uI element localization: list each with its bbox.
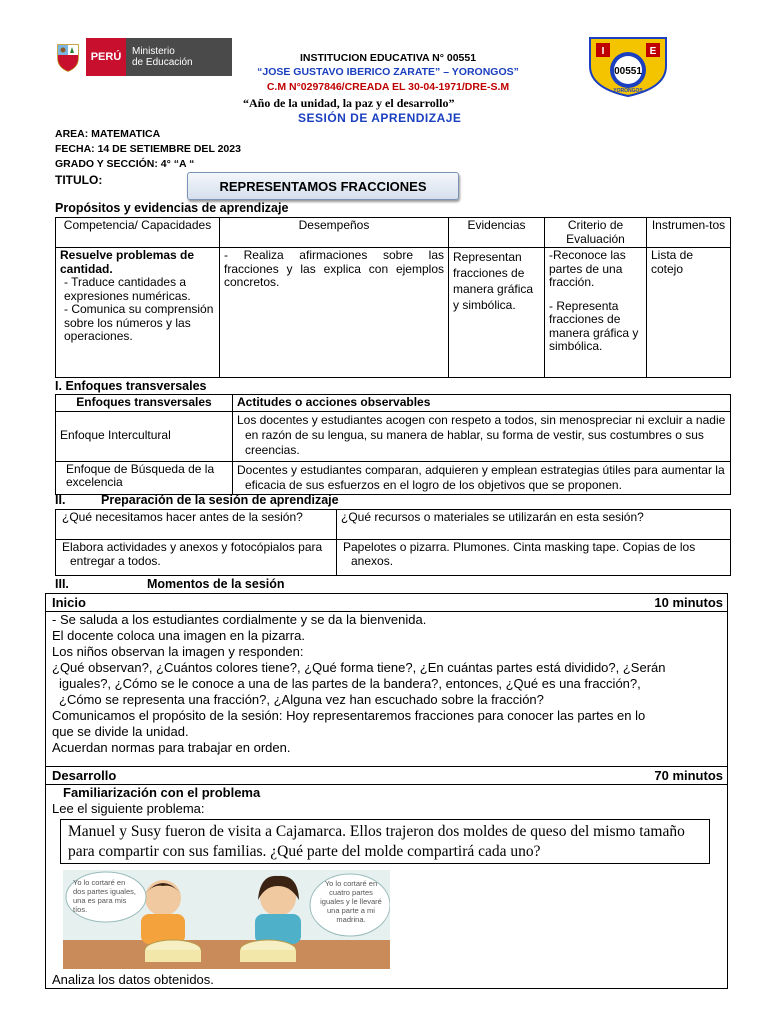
- inicio-row: [46, 594, 727, 612]
- enfoque-name: Enfoque Intercultural: [56, 411, 233, 461]
- preparacion-q1: ¿Qué necesitamos hacer antes de la sesión?: [56, 510, 337, 540]
- school-name: “JOSE GUSTAVO IBERICO ZARATE” – YORONGOS”: [257, 66, 519, 78]
- desarrollo-label: Desarrollo: [52, 768, 117, 783]
- enfoques-table: [55, 394, 731, 495]
- preparacion-a1: Elabora actividades y anexos y fotocópialos para entregar a todos.: [56, 540, 337, 576]
- propositos-heading: Propósitos y evidencias de aprendizaje: [55, 201, 289, 215]
- inicio-line: que se divide la unidad.: [52, 724, 189, 739]
- cell-instrumento: Lista de cotejo: [647, 248, 731, 378]
- inicio-line: ¿Cómo se representa una fracción?, ¿Alguna vez han escuchado sobre la fracción?: [59, 692, 544, 707]
- momentos-title: Momentos de la sesión: [147, 577, 285, 591]
- criterio-1: -Reconoce las partes de una fracción.: [549, 248, 626, 289]
- enfoques-number: I.: [55, 379, 62, 393]
- desarrollo-duration: 70 minutos: [654, 768, 723, 783]
- capacidad-1: - Traduce cantidades a expresiones numéricas.: [64, 275, 191, 303]
- enfoque-actitud: Los docentes y estudiantes acogen con respeto a todos, sin menospreciar ni excluir a nadie en razón de su lengua, su manera de hablar, su forma de vestir, sus costumbres o sus creencias.: [233, 411, 731, 461]
- crest-number: 00551: [614, 66, 642, 77]
- competencia-title: Resuelve problemas de cantidad.: [60, 248, 195, 276]
- inicio-line: Acuerdan normas para trabajar en orden.: [52, 740, 291, 755]
- logo-country: PERÚ: [86, 38, 126, 76]
- inicio-label: Inicio: [52, 595, 86, 610]
- inicio-content: [52, 612, 722, 756]
- enfoques-title: Enfoques transversales: [65, 379, 207, 393]
- inicio-line: iguales?, ¿Cómo se le conoce a una de las partes de la bandera?, entonces, ¿Qué es una fracción?,: [59, 676, 641, 691]
- inicio-line: Comunicamos el propósito de la sesión: Hoy representaremos fracciones para conocer las partes en lo: [52, 708, 646, 723]
- logo-ministry-line1: Ministerio: [132, 46, 175, 57]
- preparacion-title: Preparación de la sesión de aprendizaje: [101, 493, 339, 507]
- cell-evidencia: Representan fracciones de manera gráfica y simbólica.: [449, 248, 545, 378]
- institution-name: INSTITUCION EDUCATIVA N° 00551: [299, 52, 477, 64]
- momentos-heading: [55, 577, 285, 591]
- desarrollo-intro: Lee el siguiente problema:: [52, 801, 205, 816]
- col-criterio: Criterio de Evaluación: [545, 218, 647, 248]
- preparacion-a2: Papelotes o pizarra. Plumones. Cinta masking tape. Copias de los anexos.: [337, 540, 731, 576]
- propositos-table: [55, 217, 731, 378]
- enfoque-actitud: Docentes y estudiantes comparan, adquieren y emplean estrategias útiles para aumentar la eficacia de sus esfuerzos en el logro de los objetivos que se proponen.: [233, 461, 731, 494]
- session-title: SESIÓN DE APRENDIZAJE: [298, 111, 462, 125]
- preparacion-q2: ¿Qué recursos o materiales se utilizarán en esta sesión?: [337, 510, 731, 540]
- speech-bubble-left: Yo lo cortaré en dos partes iguales, una es para mis tíos.: [73, 878, 136, 914]
- inicio-line: El docente coloca una imagen en la pizarra.: [52, 628, 305, 643]
- logo-ministry-line2: de Educación: [132, 57, 193, 68]
- col-competencia: Competencia/ Capacidades: [56, 218, 220, 248]
- criterio-2: - Representa fracciones de manera gráfica y simbólica.: [549, 298, 639, 353]
- school-crest-icon: [582, 36, 674, 98]
- meta-titulo-label: TITULO:: [55, 173, 103, 187]
- preparacion-table: [55, 509, 731, 576]
- col-evidencias: Evidencias: [449, 218, 545, 248]
- inicio-line: ¿Qué observan?, ¿Cuántos colores tiene?, ¿Qué forma tiene?, ¿En cuántas partes está dividido?, ¿Serán: [52, 660, 666, 675]
- enfoque-name: Enfoque de Búsqueda de la excelencia: [56, 461, 233, 494]
- meta-area: AREA: MATEMATICA: [55, 128, 161, 140]
- capacidad-2: - Comunica su comprensión sobre los números y las operaciones.: [64, 302, 214, 343]
- momentos-number: III.: [55, 577, 69, 591]
- desarrollo-subheading: Familiarización con el problema: [63, 785, 261, 800]
- inicio-duration: 10 minutos: [654, 595, 723, 610]
- col-desempenos: Desempeños: [220, 218, 449, 248]
- enfoques-col-actitud: Actitudes o acciones observables: [233, 395, 731, 412]
- peru-shield-icon: [50, 38, 86, 76]
- cell-criterio: [545, 248, 647, 378]
- year-motto: “Año de la unidad, la paz y el desarrollo”: [243, 96, 455, 110]
- enfoques-col-name: Enfoques transversales: [56, 395, 233, 412]
- preparacion-number: II.: [55, 493, 66, 507]
- session-topic-box: REPRESENTAMOS FRACCIONES: [187, 172, 459, 200]
- col-instrumentos: Instrumen-tos: [647, 218, 731, 248]
- crest-ribbon: YORONGOS: [613, 88, 643, 94]
- inicio-line: - Se saluda a los estudiantes cordialmente y se da la bienvenida.: [52, 612, 427, 627]
- meta-fecha: FECHA: 14 DE SETIEMBRE DEL 2023: [55, 143, 241, 155]
- enfoques-heading: [55, 379, 206, 393]
- meta-grado: GRADO Y SECCIÓN: 4° “A “: [55, 158, 195, 170]
- momentos-box: [45, 593, 728, 989]
- cell-desempeno: - Realiza afirmaciones sobre las fracciones y las explica con ejemplos concretos.: [220, 248, 449, 378]
- inicio-line: Los niños observan la imagen y responden:: [52, 644, 304, 659]
- school-creation: C.M N°0297846/CREADA EL 30-04-1971/DRE-S.M: [266, 81, 510, 93]
- crest-letter-right: E: [649, 46, 657, 57]
- desarrollo-closing: Analiza los datos obtenidos.: [52, 972, 214, 987]
- crest-letter-left: I: [601, 46, 605, 57]
- cell-competencia: [56, 248, 220, 378]
- speech-bubble-right: Yo lo cortaré en cuatro partes iguales y le llevaré una parte a mi madrina.: [320, 879, 382, 924]
- children-cheese-illustration: [63, 870, 390, 969]
- preparacion-heading: [55, 493, 339, 507]
- problem-box: Manuel y Susy fueron de visita a Cajamarca. Ellos trajeron dos moldes de queso del mismo tamaño para compartir con sus familias. ¿Qué parte del molde compartirá cada uno?: [60, 819, 710, 864]
- desarrollo-row: [46, 766, 727, 785]
